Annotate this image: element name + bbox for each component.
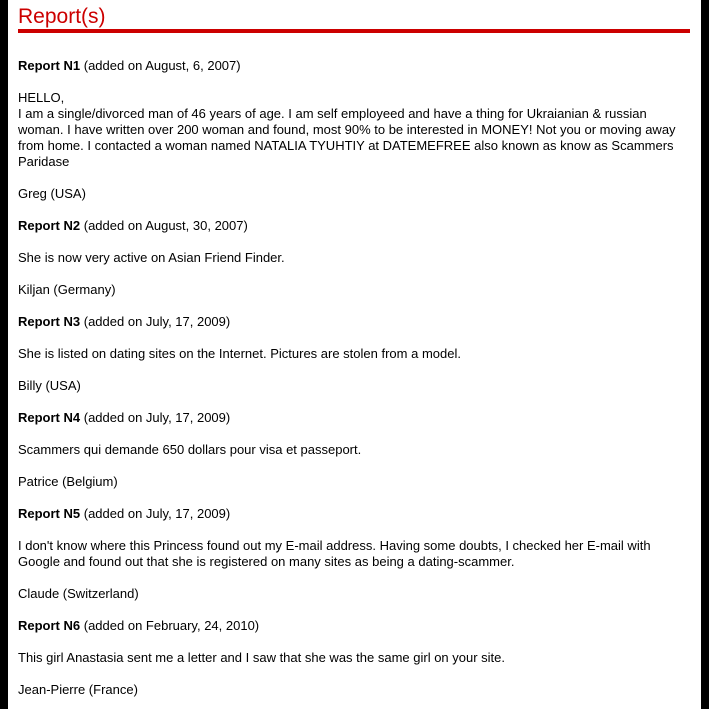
report-date: (added on August, 6, 2007): [83, 58, 241, 73]
report-text: Scammers qui demande 650 dollars pour visa et passeport.: [18, 442, 362, 457]
report-label: Report N2: [18, 218, 81, 233]
report-author: Greg (USA): [18, 186, 86, 201]
report-author: Jean-Pierre (France): [18, 682, 138, 697]
report-header: [18, 506, 688, 522]
report-date: (added on July, 17, 2009): [83, 506, 231, 521]
report-date: (added on August, 30, 2007): [83, 218, 248, 233]
report-author: Billy (USA): [18, 378, 81, 393]
section-title: Report(s): [18, 5, 106, 28]
report-text: I don't know where this Princess found out my E-mail address. Having some doubts, I checked her E-mail with Google and found out that she is registered on many sites as being a dating-scammer.: [18, 538, 651, 569]
report-label: Report N1: [18, 58, 81, 73]
report-label: Report N6: [18, 618, 81, 633]
report-author: Claude (Switzerland): [18, 586, 139, 601]
report-text: This girl Anastasia sent me a letter and I saw that she was the same girl on your site.: [18, 650, 506, 665]
report-label: Report N5: [18, 506, 81, 521]
report-text: She is now very active on Asian Friend Finder.: [18, 250, 285, 265]
report-header: [18, 410, 688, 426]
report-header: [18, 314, 688, 330]
reports-panel: [8, 0, 701, 709]
report-text: HELLO, I am a single/divorced man of 46 years of age. I am self employeed and have a thing for Ukraianian & russian woman. I have written over 200 woman and found, most 90% to be interested in MONEY! Not you or moving away from home. I contacted a woman named NATALIA TYUHTIY at DATEMEFREE also known as know as Scammers Paridase: [18, 90, 676, 169]
reports-list: [18, 58, 688, 709]
report-text: She is listed on dating sites on the Internet. Pictures are stolen from a model.: [18, 346, 461, 361]
report-author: Patrice (Belgium): [18, 474, 118, 489]
title-divider: [18, 29, 690, 33]
report-date: (added on July, 17, 2009): [83, 314, 231, 329]
report-header: [18, 58, 688, 74]
report-author: Kiljan (Germany): [18, 282, 116, 297]
report-date: (added on February, 24, 2010): [83, 618, 260, 633]
report-date: (added on July, 17, 2009): [83, 410, 231, 425]
report-label: Report N3: [18, 314, 81, 329]
report-label: Report N4: [18, 410, 81, 425]
report-header: [18, 218, 688, 234]
report-header: [18, 618, 688, 634]
